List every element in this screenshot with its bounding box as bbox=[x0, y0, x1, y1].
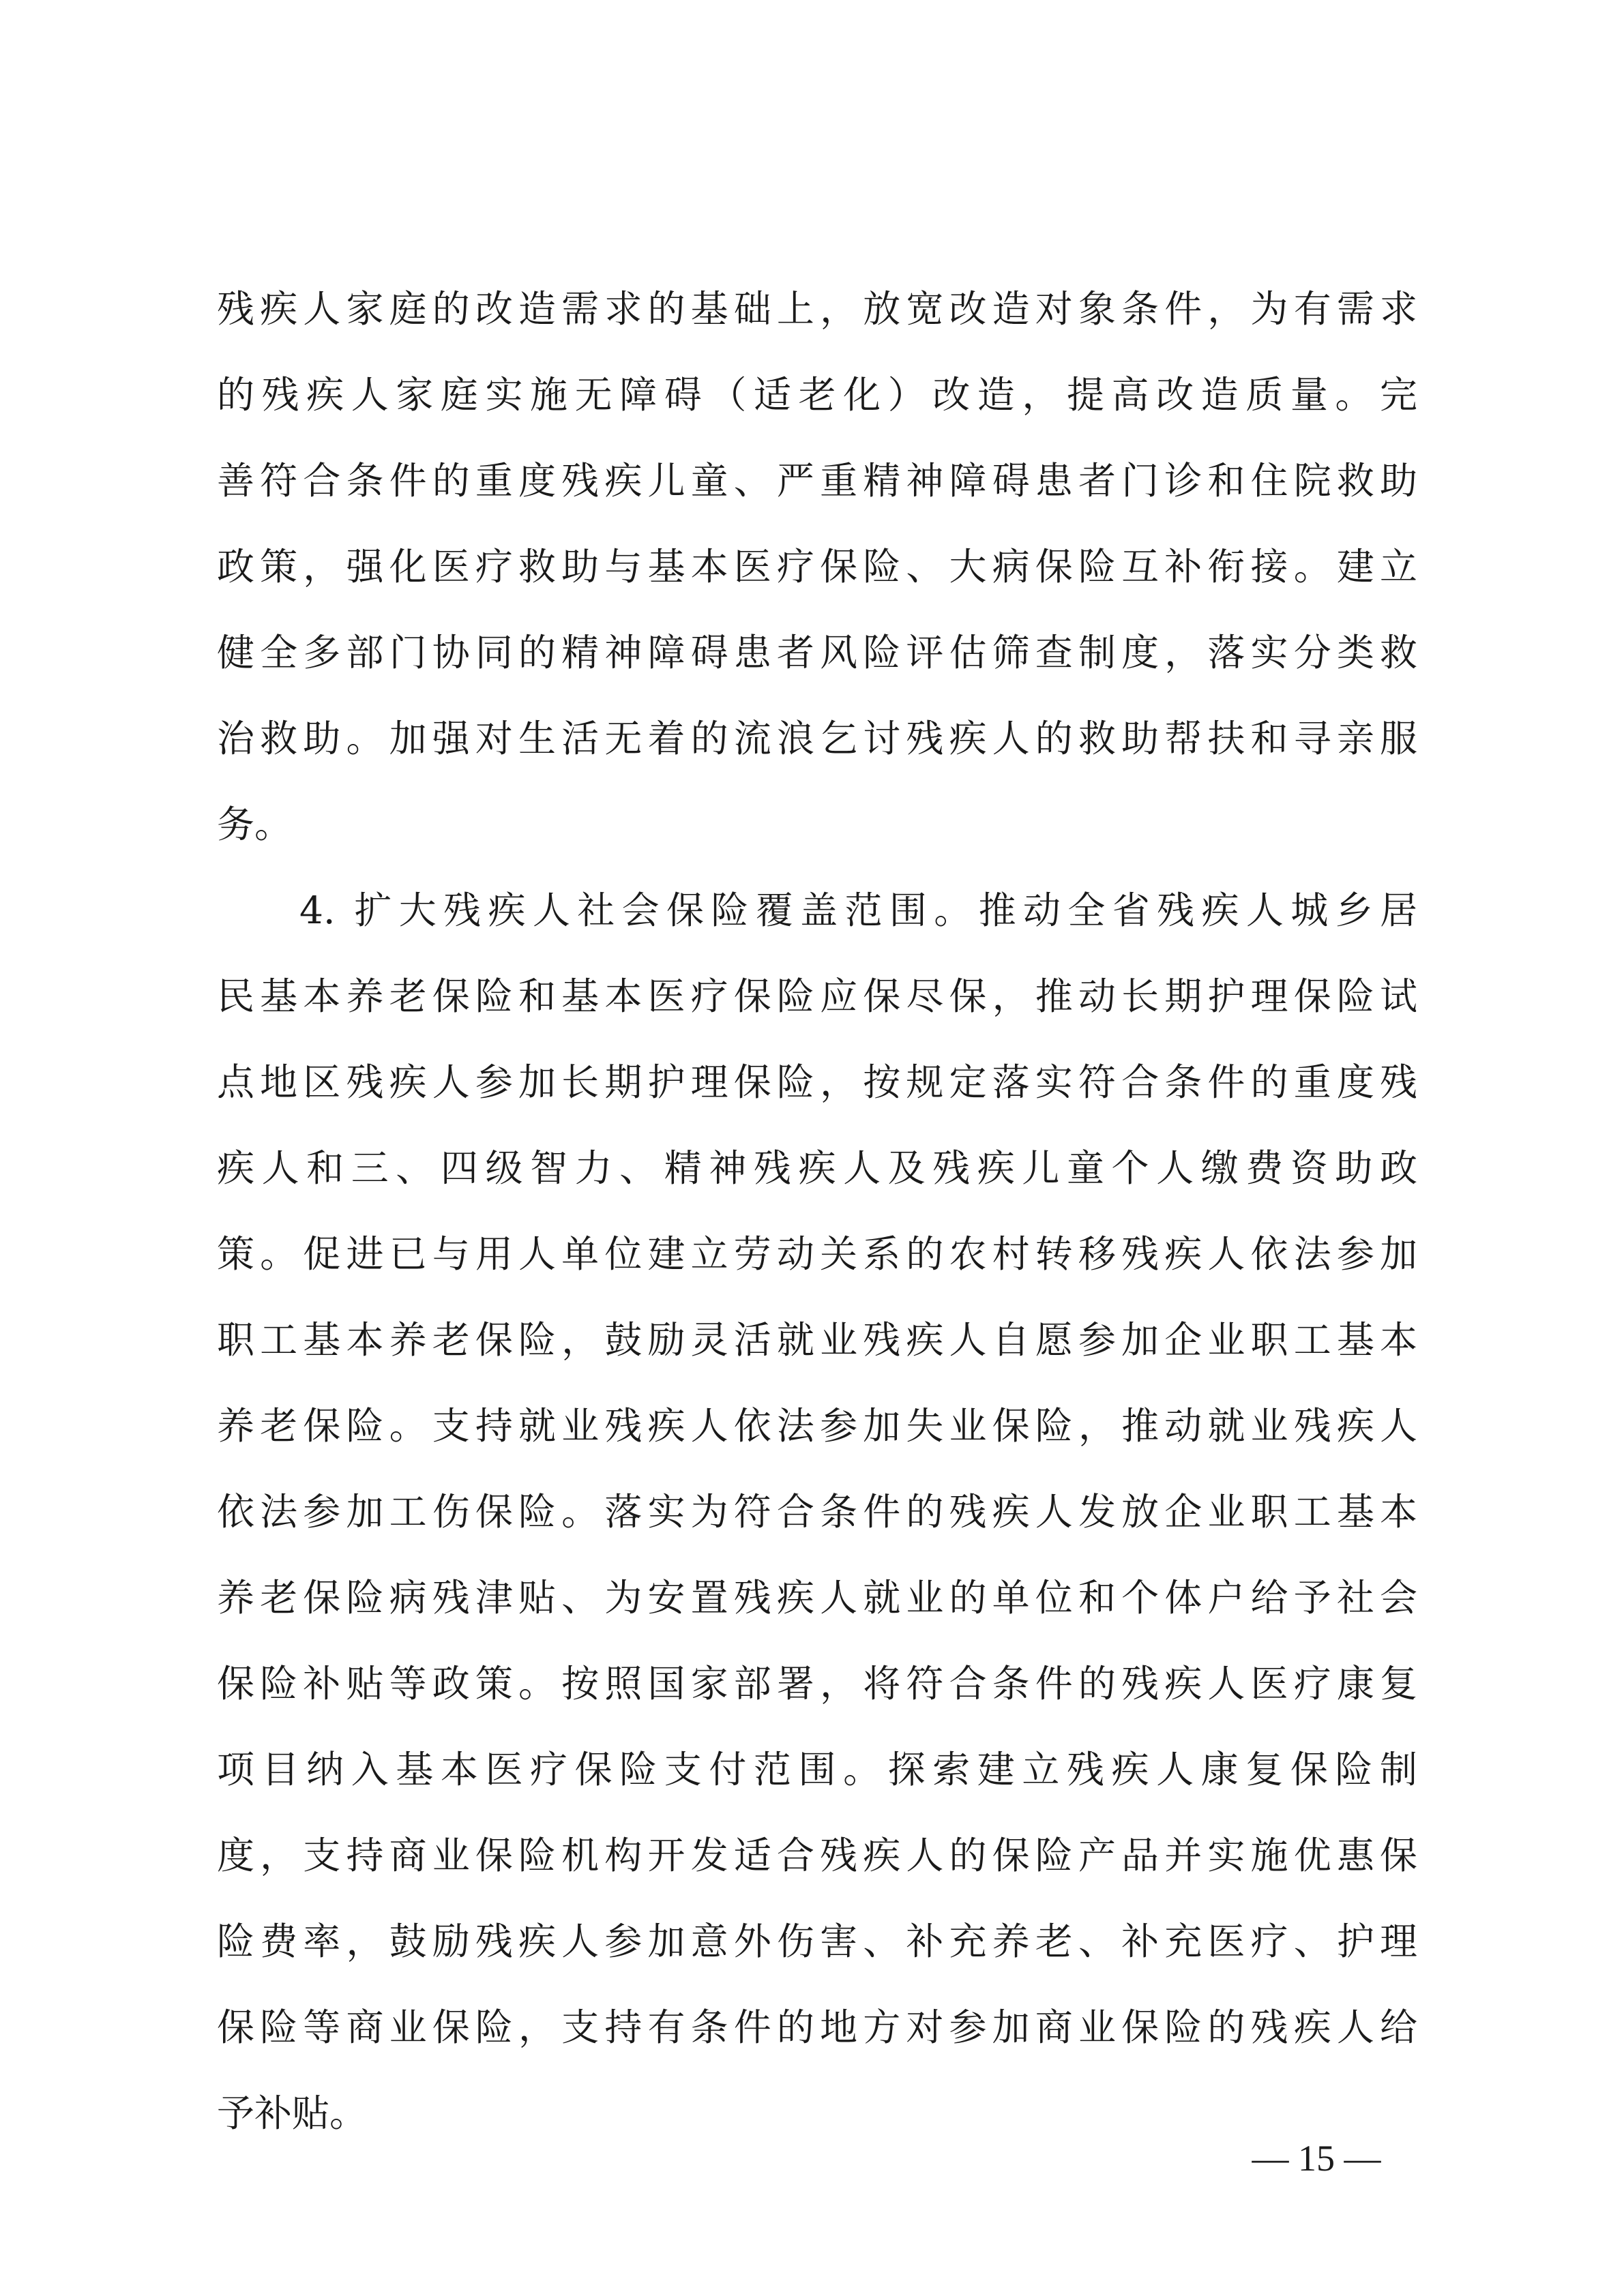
text-line: 养老保险。支持就业残疾人依法参加失业保险，推动就业残疾人 bbox=[217, 1404, 1417, 1448]
text-line: 度，支持商业保险机构开发适合残疾人的保险产品并实施优惠保 bbox=[217, 1834, 1417, 1877]
text-line: 的残疾人家庭实施无障碍（适老化）改造，提高改造质量。完 bbox=[217, 373, 1417, 417]
text-line: 点地区残疾人参加长期护理保险，按规定落实符合条件的重度残 bbox=[217, 1060, 1417, 1104]
text-line: 养老保险病残津贴、为安置残疾人就业的单位和个体户给予社会 bbox=[217, 1576, 1417, 1620]
text-line: 治救助。加强对生活无着的流浪乞讨残疾人的救助帮扶和寻亲服 bbox=[217, 717, 1417, 760]
page-number: — 15 — bbox=[1252, 2138, 1381, 2179]
text-line: 疾人和三、四级智力、精神残疾人及残疾儿童个人缴费资助政 bbox=[217, 1146, 1417, 1190]
text-line: 策。促进已与用人单位建立劳动关系的农村转移残疾人依法参加 bbox=[217, 1232, 1417, 1276]
text-line: 职工基本养老保险，鼓励灵活就业残疾人自愿参加企业职工基本 bbox=[217, 1318, 1417, 1362]
text-line: 健全多部门协同的精神障碍患者风险评估筛查制度，落实分类救 bbox=[217, 631, 1417, 674]
text-line: 保险等商业保险，支持有条件的地方对参加商业保险的残疾人给 bbox=[217, 2006, 1417, 2049]
body-text bbox=[217, 266, 1417, 2156]
text-line: 项目纳入基本医疗保险支付范围。探索建立残疾人康复保险制 bbox=[217, 1748, 1417, 1791]
text-line: 残疾人家庭的改造需求的基础上，放宽改造对象条件，为有需求 bbox=[217, 287, 1417, 331]
text-line: 依法参加工伤保险。落实为符合条件的残疾人发放企业职工基本 bbox=[217, 1490, 1417, 1534]
text-line: 保险补贴等政策。按照国家部署，将符合条件的残疾人医疗康复 bbox=[217, 1662, 1417, 1705]
text-line: 善符合条件的重度残疾儿童、严重精神障碍患者门诊和住院救助 bbox=[217, 459, 1417, 503]
text-line: 民基本养老保险和基本医疗保险应保尽保，推动长期护理保险试 bbox=[217, 974, 1417, 1018]
text-line: 险费率，鼓励残疾人参加意外伤害、补充养老、补充医疗、护理 bbox=[217, 1920, 1417, 1963]
text-line: 予补贴。 bbox=[217, 2091, 368, 2135]
paragraph-heading-line: 4. 扩大残疾人社会保险覆盖范围。推动全省残疾人城乡居 bbox=[299, 889, 1417, 932]
text-line: 政策，强化医疗救助与基本医疗保险、大病保险互补衔接。建立 bbox=[217, 545, 1417, 588]
text-line: 务。 bbox=[217, 803, 293, 846]
